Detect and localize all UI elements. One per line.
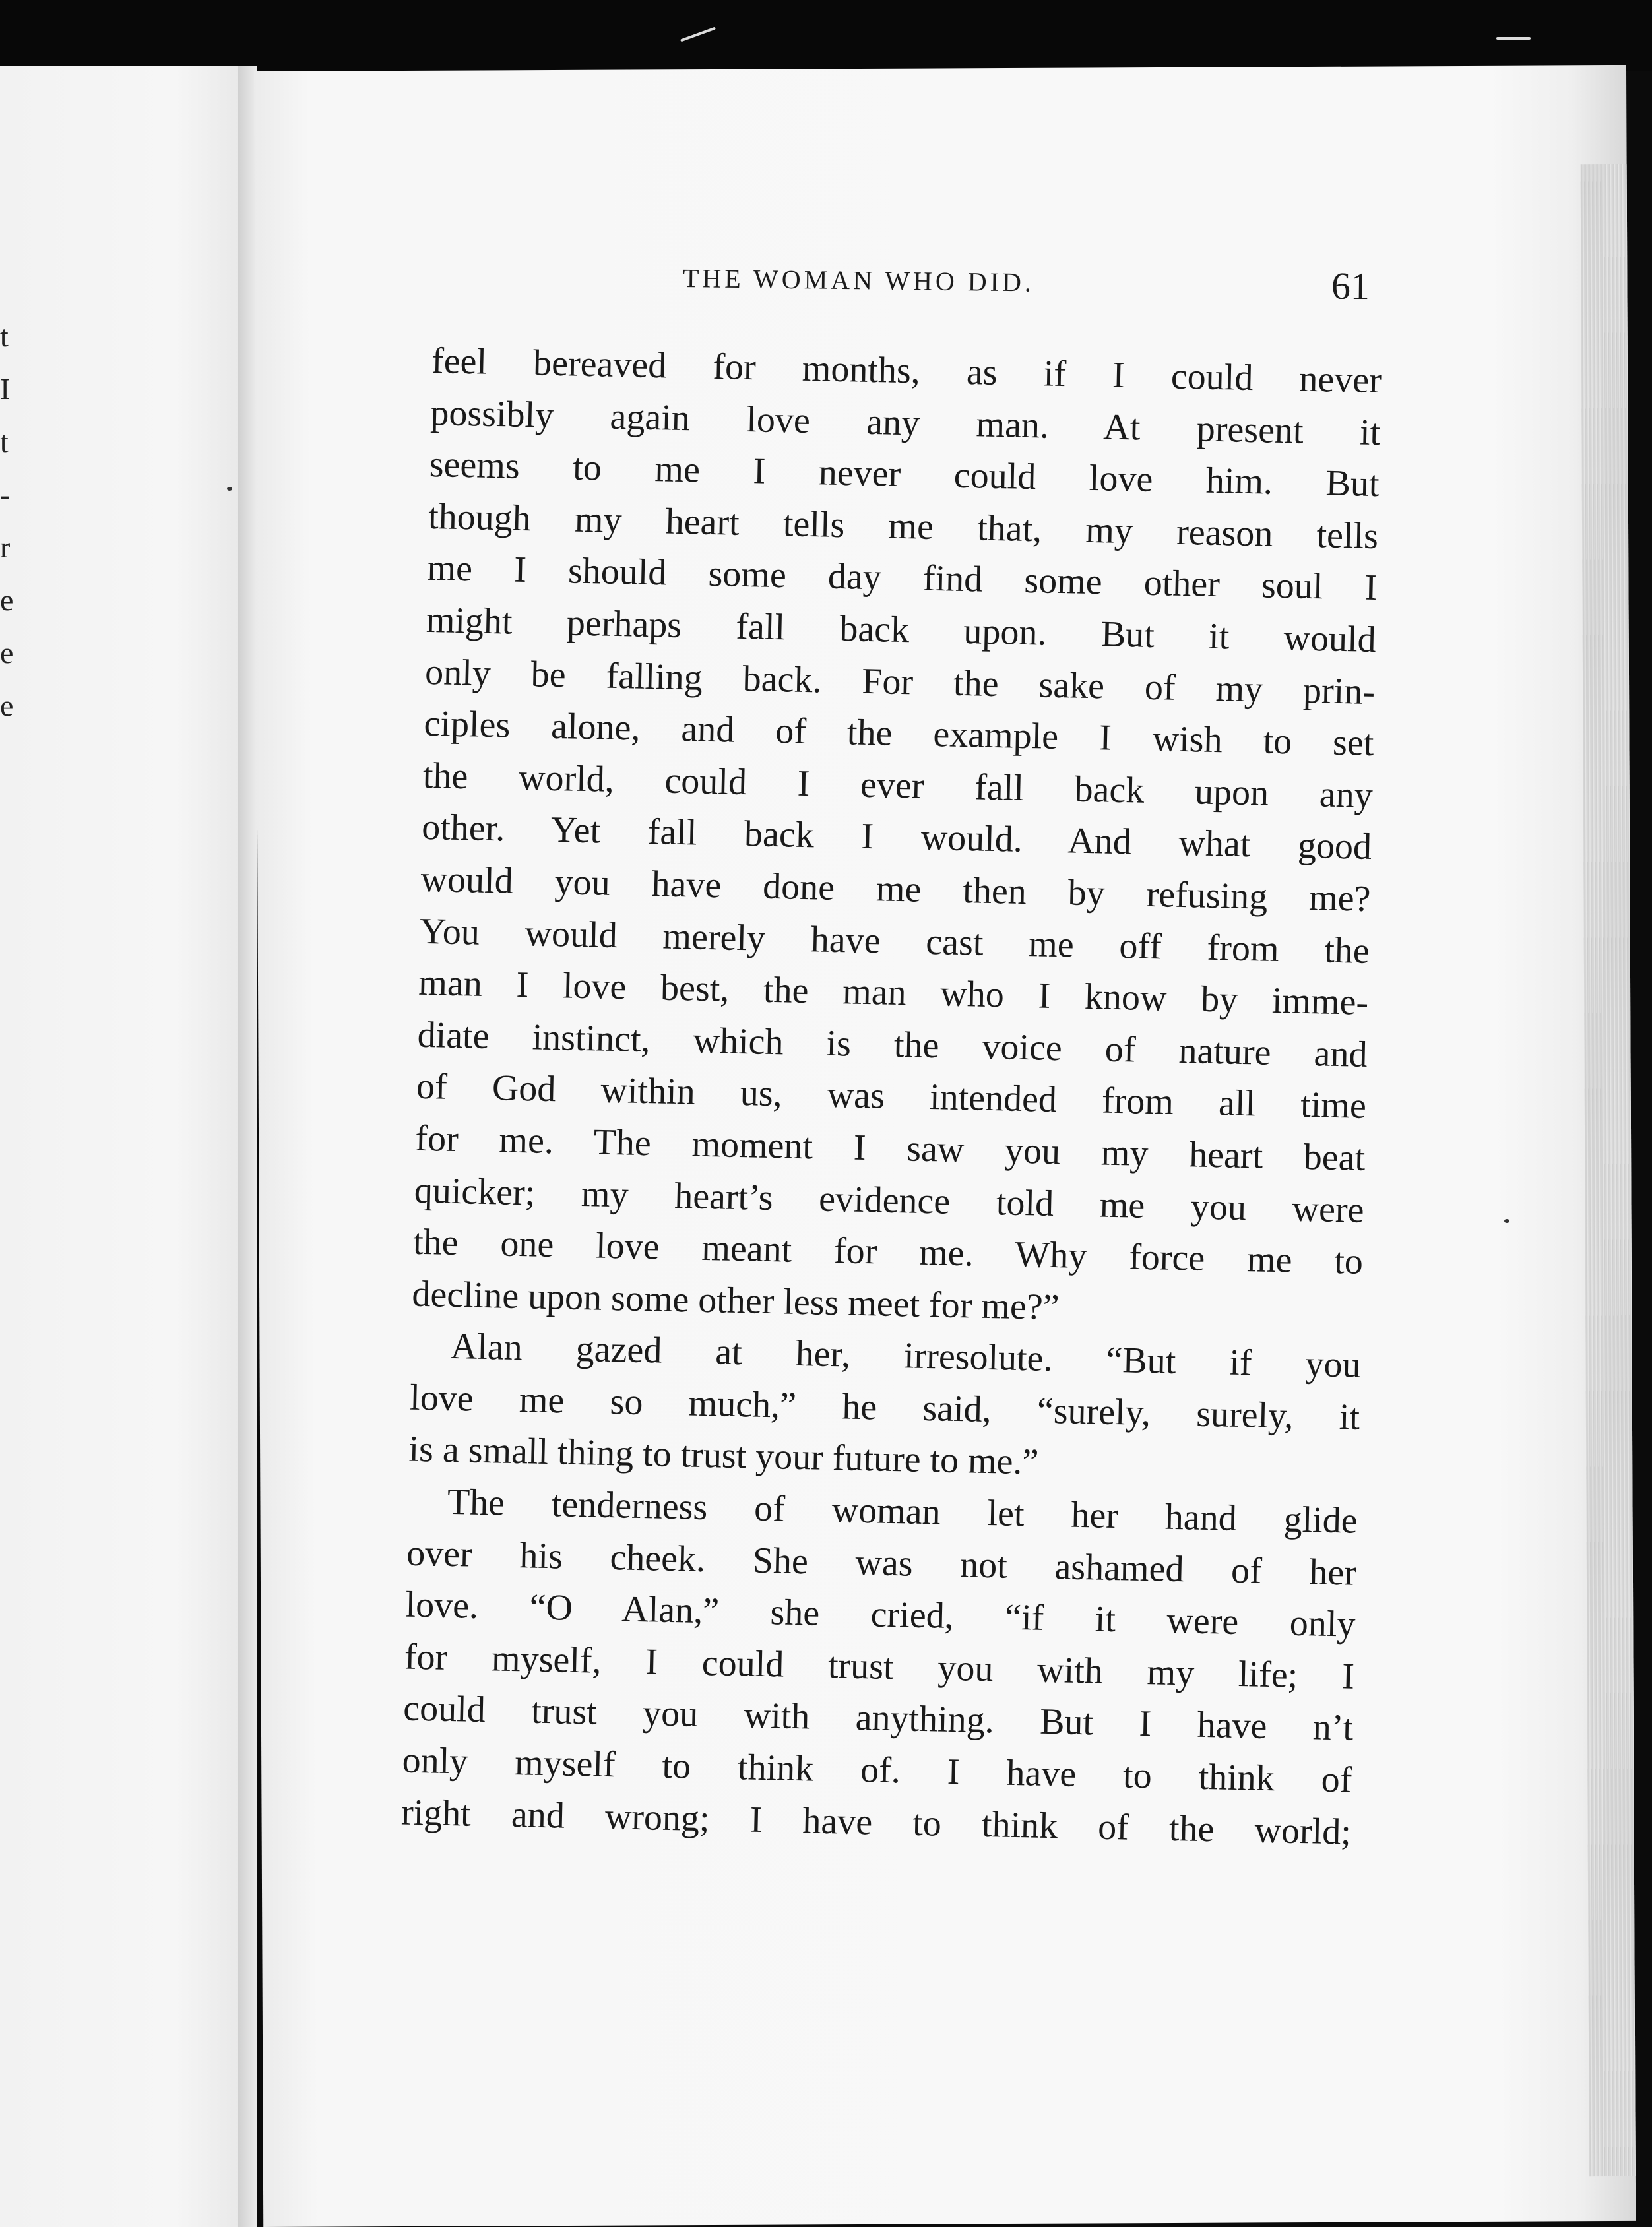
page-number: 61 <box>1331 264 1370 308</box>
text-line: love. “O Alan,” she cried, “if it were only <box>405 1584 1356 1645</box>
scan-background-top <box>0 0 1652 71</box>
running-head: THE WOMAN WHO DID. <box>682 263 1035 298</box>
fragment: t <box>0 319 9 353</box>
text-line: only myself to think of. I have to think of <box>402 1740 1353 1801</box>
text-line: me I should some day find some other soul I <box>426 548 1378 609</box>
text-line: for me. The moment I saw you my heart beat <box>414 1117 1366 1179</box>
text-line: would you have done me then by refusing me? <box>420 858 1372 920</box>
text-line: for myself, I could trust you with my life; I <box>404 1636 1355 1697</box>
fragment: r <box>0 530 11 564</box>
text-line: ciples alone, and of the example I wish to set <box>424 703 1374 765</box>
text-line: man I love best, the man who I know by imme- <box>418 962 1369 1024</box>
text-line: The tenderness of woman let her hand glide <box>447 1481 1358 1542</box>
text-line: is a small thing to trust your future to me.” <box>408 1429 1040 1484</box>
fragment: I <box>0 372 11 406</box>
text-line: might perhaps fall back upon. But it would <box>426 599 1377 661</box>
text-line: of God within us, was intended from all time <box>416 1066 1367 1127</box>
text-line: other. Yet fall back I would. And what good <box>421 807 1372 868</box>
text-line: though my heart tells me that, my reason tells <box>428 495 1379 557</box>
text-line: the one love meant for me. Why force me to <box>412 1221 1364 1282</box>
scan-artifact-mark <box>1496 37 1531 40</box>
text-line: the world, could I ever fall back upon any <box>422 755 1374 816</box>
body-text <box>400 335 1382 1858</box>
fragment: e <box>0 689 14 722</box>
fragment: e <box>0 583 14 617</box>
text-line: diate instinct, which is the voice of nature and <box>417 1014 1368 1075</box>
text-line: quicker; my heart’s evidence told me you were <box>414 1170 1365 1231</box>
facing-page-text-fragments <box>0 310 13 732</box>
text-line: decline upon some other less meet for me?” <box>411 1273 1060 1328</box>
text-line: possibly again love any man. At present it <box>429 392 1381 453</box>
text-line: over his cheek. She was not ashamed of her <box>406 1532 1357 1594</box>
text-line: seems to me I never could love him. But <box>429 444 1380 505</box>
text-line: You would merely have cast me off from the <box>419 910 1370 972</box>
text-line: love me so much,” he said, “surely, surely, it <box>409 1377 1360 1438</box>
text-line: Alan gazed at her, irresolute. “But if you <box>450 1326 1362 1387</box>
scan-speck <box>1504 1219 1509 1223</box>
text-line: feel bereaved for months, as if I could never <box>431 340 1382 402</box>
page-edge-stack <box>1581 164 1636 2176</box>
book-gutter <box>238 66 257 2227</box>
text-line: right and wrong; I have to think of the world; <box>400 1792 1352 1853</box>
scan-artifact-mark <box>680 27 716 42</box>
fragment: - <box>0 478 11 511</box>
fragment: t <box>0 425 9 458</box>
text-line: could trust you with anything. But I have n’t <box>402 1687 1354 1749</box>
fragment: e <box>0 636 14 670</box>
facing-page-left <box>0 66 251 2227</box>
text-line: only be falling back. For the sake of my prin- <box>424 651 1376 712</box>
scan-speck <box>227 487 232 491</box>
